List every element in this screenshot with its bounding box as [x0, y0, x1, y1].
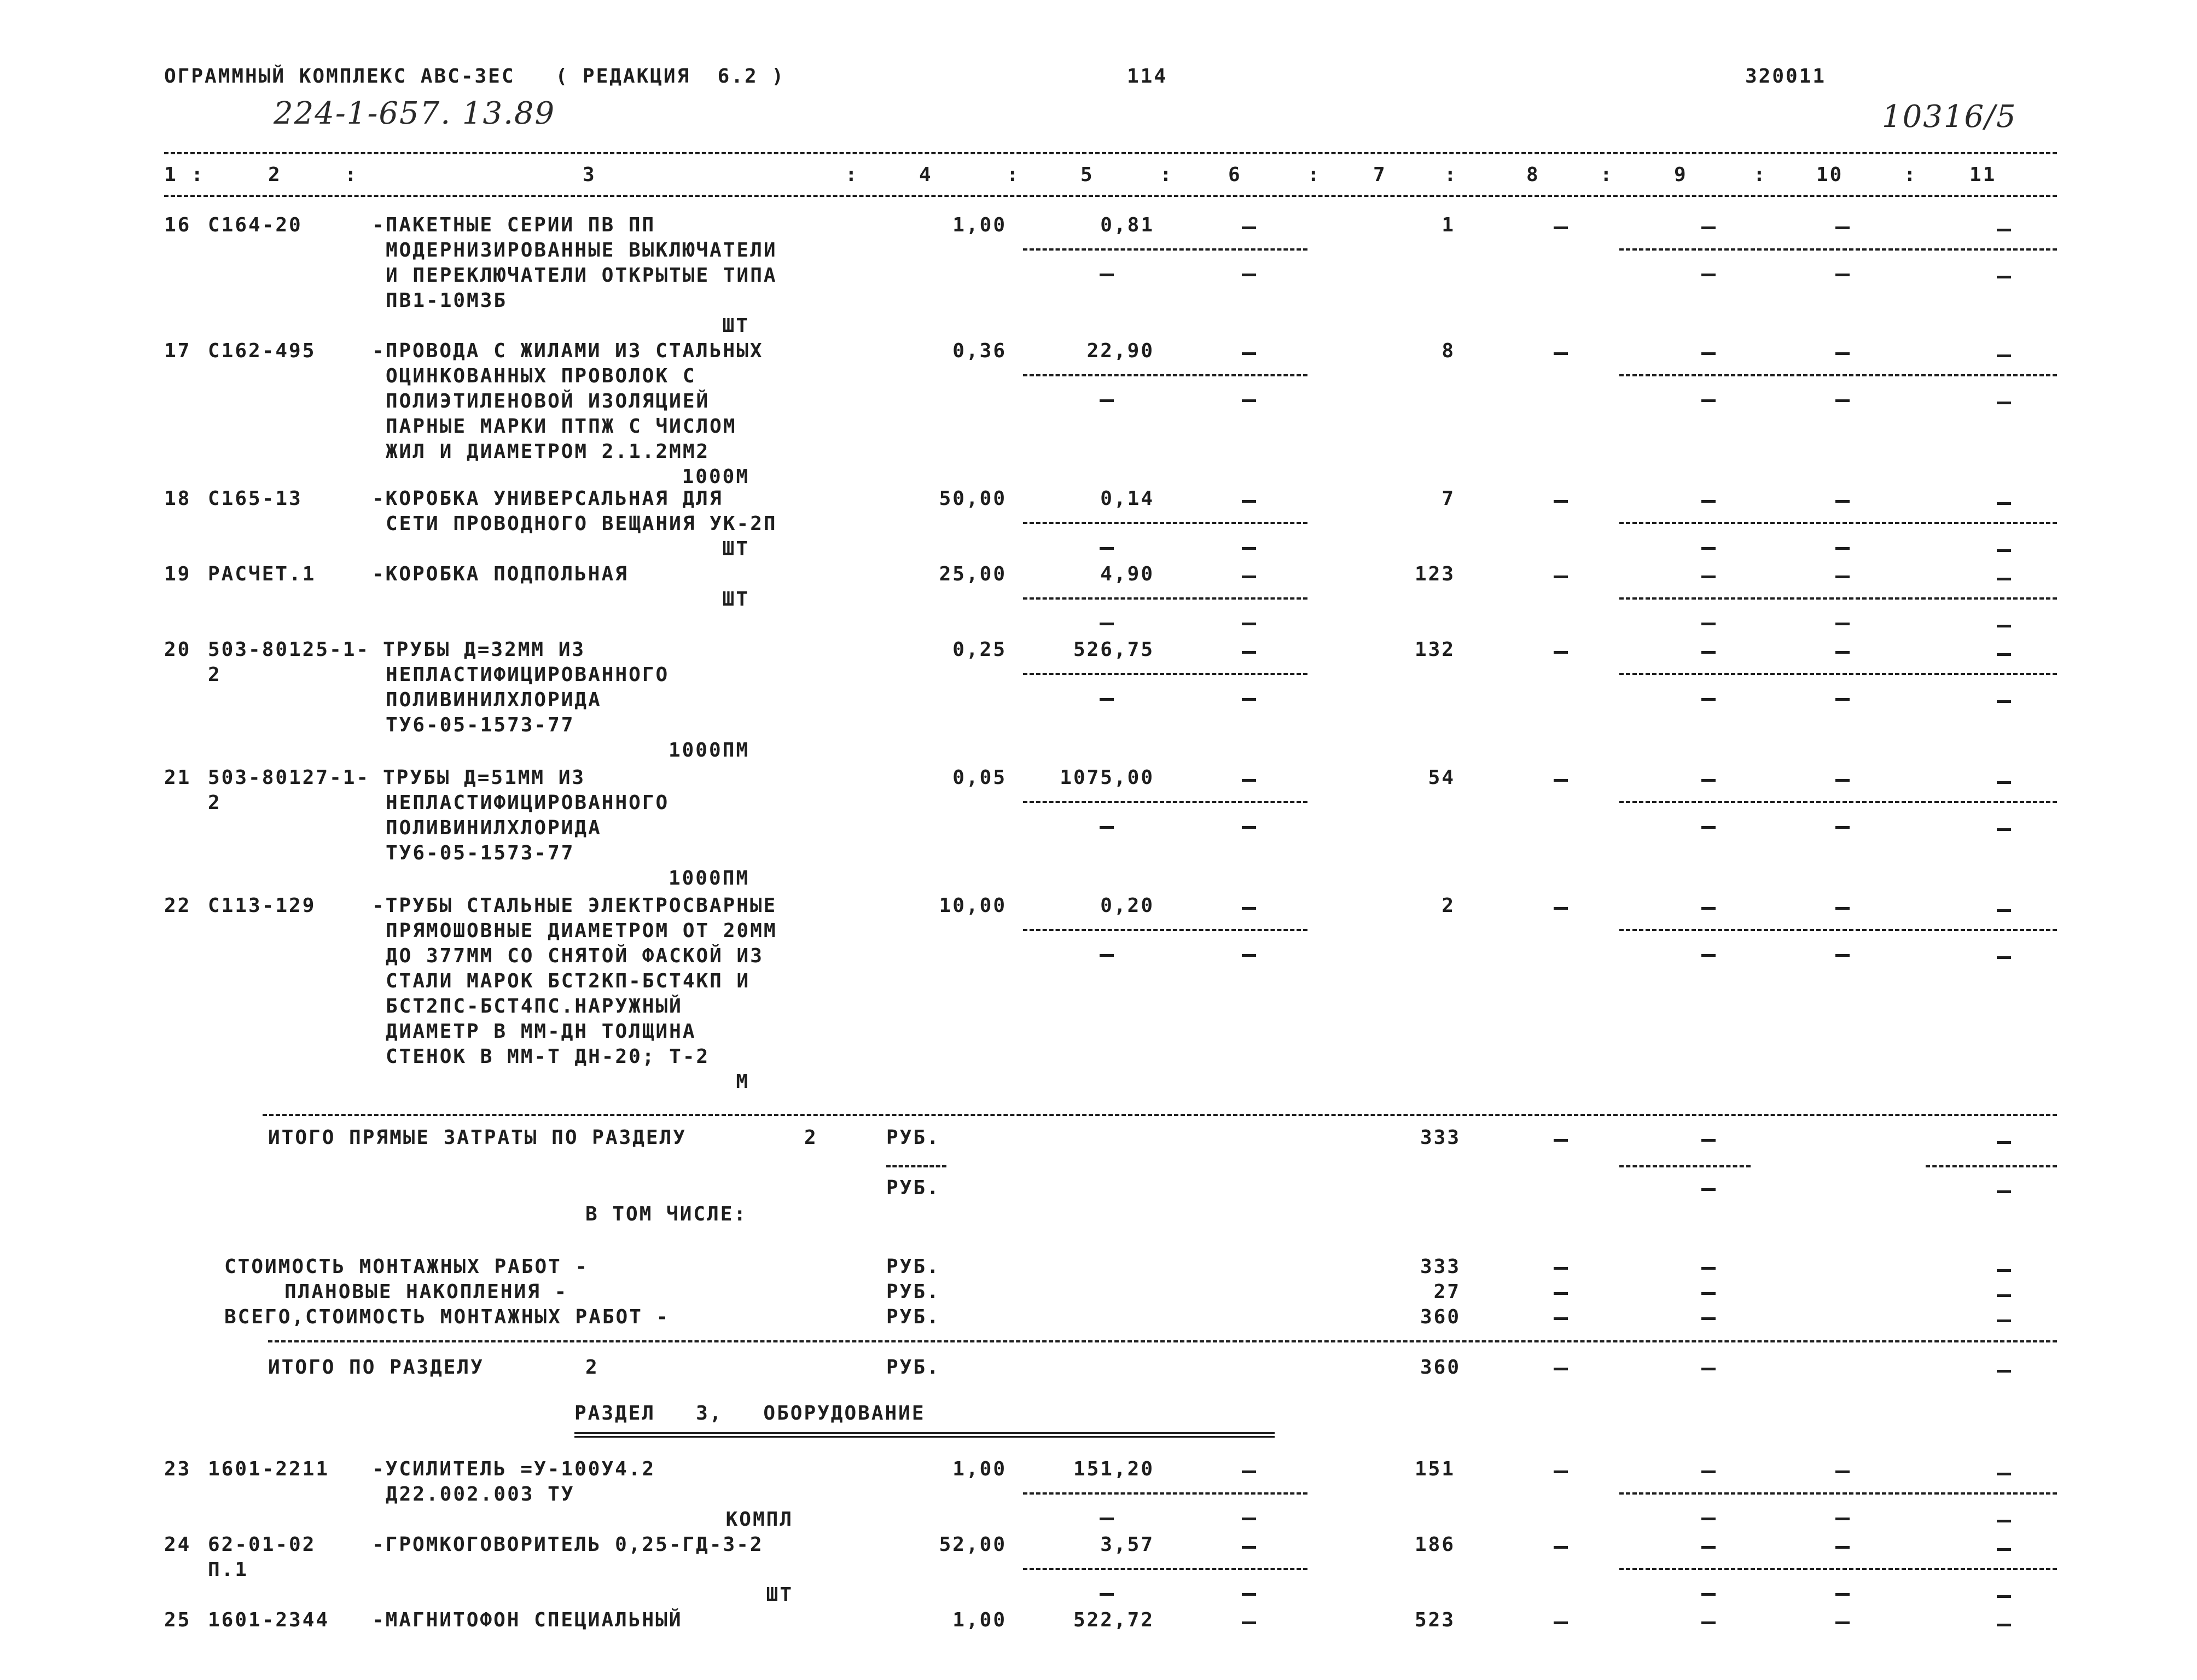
subtotal-rule-price — [1023, 801, 1307, 803]
item-description-line: ТУ6-05-1573-77 — [386, 714, 575, 736]
item-unit: ШТ — [722, 588, 749, 611]
dash-col10 — [1835, 1621, 1850, 1624]
item-unit: 1000М — [682, 466, 749, 488]
dash-col9 — [1701, 1621, 1716, 1624]
dash-total-col9 — [1701, 1368, 1716, 1370]
equipment-code: 1601-2344 — [208, 1609, 330, 1631]
dash-col11 — [1997, 1548, 2011, 1551]
dash-col9-2 — [1701, 274, 1716, 276]
subtotal-rule-price — [1023, 248, 1307, 251]
dash-col9-2 — [1701, 399, 1716, 402]
item-total: 7 — [1442, 487, 1455, 510]
item-description-line: СЕТИ ПРОВОДНОГО ВЕЩАНИЯ УК-2П — [386, 513, 777, 535]
item-unit-price: 0,20 — [1100, 894, 1154, 917]
totals-rule — [263, 1114, 2057, 1116]
item-code: РАСЧЕТ.1 — [208, 563, 316, 585]
equipment-unit: КОМПЛ — [725, 1508, 793, 1531]
equipment-quantity: 1,00 — [952, 1458, 1007, 1480]
equipment-description-line: -ГРОМКОГОВОРИТЕЛЬ 0,25-ГД-3-2 — [372, 1533, 764, 1556]
item-description-line: ПОЛИВИНИЛХЛОРИДА — [386, 689, 602, 711]
dash-col8 — [1554, 500, 1568, 503]
item-code: С165-13 — [208, 487, 303, 510]
dash-col11 — [1997, 229, 2011, 231]
dash-total-col11 — [1997, 1294, 2011, 1297]
column-header-17: : — [1753, 164, 1767, 186]
dash-total-col11 — [1997, 1141, 2011, 1144]
section3-double-rule — [574, 1432, 1275, 1438]
column-header-14: 8 — [1526, 164, 1540, 186]
dash-col8 — [1554, 1470, 1568, 1473]
equipment-code: 62-01-02 — [208, 1533, 316, 1556]
dash-total-col9-2 — [1701, 1188, 1716, 1191]
column-header-9: : — [1160, 164, 1173, 186]
dash-price-2 — [1100, 399, 1114, 402]
total-mounting-total: 360 — [1420, 1306, 1461, 1328]
dash-col11-2 — [1997, 549, 2011, 552]
item-code: С164-20 — [208, 214, 303, 236]
dash-col6-2 — [1242, 547, 1256, 550]
item-quantity: 1,00 — [952, 214, 1007, 236]
item-quantity: 10,00 — [939, 894, 1007, 917]
direct-costs-currency: РУБ. — [886, 1126, 940, 1149]
equipment-unit-price: 151,20 — [1073, 1458, 1154, 1480]
dash-col9 — [1701, 575, 1716, 578]
item-description-line: -ПАКЕТНЫЕ СЕРИИ ПВ ПП — [372, 214, 656, 236]
item-description-line: ПОЛИЭТИЛЕНОВОЙ ИЗОЛЯЦИЕЙ — [386, 390, 710, 412]
dash-price-2 — [1100, 826, 1114, 829]
item-description-line: -ПРОВОДА С ЖИЛАМИ ИЗ СТАЛЬНЫХ — [372, 340, 764, 362]
dash-col11-2 — [1997, 625, 2011, 627]
dash-col10-2 — [1835, 623, 1850, 625]
page-number: 114 — [1127, 65, 1168, 88]
item-total: 2 — [1442, 894, 1455, 917]
item-unit: 1000ПМ — [668, 867, 749, 890]
dash-total-col8 — [1554, 1139, 1568, 1142]
dash-col10-2 — [1835, 1593, 1850, 1596]
dash-col10-2 — [1835, 274, 1850, 276]
item-code: 503-80127-1- — [208, 766, 370, 789]
dash-col10-2 — [1835, 1518, 1850, 1520]
item-description-line: МОДЕРНИЗИРОВАННЫЕ ВЫКЛЮЧАТЕЛИ — [386, 239, 777, 261]
equipment-total: 523 — [1414, 1609, 1455, 1631]
dash-col10-2 — [1835, 954, 1850, 957]
dash-col10-2 — [1835, 547, 1850, 550]
dash-col9-2 — [1701, 954, 1716, 957]
total-mounting-label: ВСЕГО,СТОИМОСТЬ МОНТАЖНЫХ РАБОТ - — [224, 1306, 670, 1328]
subtotal-rule-right — [1619, 1492, 2057, 1495]
dash-total-col8 — [1554, 1267, 1568, 1270]
dash-total-col9 — [1701, 1267, 1716, 1270]
dash-col8 — [1554, 651, 1568, 654]
dash-col8 — [1554, 352, 1568, 355]
item-unit: ШТ — [722, 315, 749, 337]
item-unit-price: 22,90 — [1086, 340, 1154, 362]
item-description-line: И ПЕРЕКЛЮЧАТЕЛИ ОТКРЫТЫЕ ТИПА — [386, 264, 777, 287]
equipment-total: 186 — [1414, 1533, 1455, 1556]
dash-total-col9 — [1701, 1317, 1716, 1320]
dash-col8 — [1554, 575, 1568, 578]
dash-col6 — [1242, 907, 1256, 910]
equipment-code-suffix: П.1 — [208, 1559, 249, 1581]
dash-price-2 — [1100, 1593, 1114, 1596]
document-code: 320011 — [1745, 65, 1827, 88]
dash-col9-2 — [1701, 547, 1716, 550]
item-number: 16 — [164, 214, 191, 236]
dash-col10-2 — [1835, 826, 1850, 829]
subtotal-rule-price — [1023, 673, 1307, 675]
dash-col9 — [1701, 1470, 1716, 1473]
item-code-suffix: 2 — [208, 664, 222, 686]
dash-col6-2 — [1242, 698, 1256, 701]
item-total: 123 — [1414, 563, 1455, 585]
dash-col6-2 — [1242, 1593, 1256, 1596]
item-unit-price: 4,90 — [1100, 563, 1154, 585]
equipment-description-line: -УСИЛИТЕЛЬ =У-100У4.2 — [372, 1458, 656, 1480]
dash-col10-2 — [1835, 399, 1850, 402]
dash-col8 — [1554, 1546, 1568, 1549]
handwritten-reference-right: 10316/5 — [1882, 99, 2017, 135]
header-rule-bottom — [164, 195, 2057, 197]
column-header-1: 1 : — [164, 164, 205, 186]
item-code: 503-80125-1- — [208, 638, 370, 661]
dash-col8 — [1554, 907, 1568, 910]
column-header-11: : — [1307, 164, 1321, 186]
subtotal-rule-right — [1619, 248, 2057, 251]
mounting-cost-currency: РУБ. — [886, 1255, 940, 1278]
dash-col8 — [1554, 1621, 1568, 1624]
dash-col9 — [1701, 779, 1716, 782]
dash-price-2 — [1100, 1518, 1114, 1520]
item-description-line: ПРЯМОШОВНЫЕ ДИАМЕТРОМ ОТ 20ММ — [386, 920, 777, 942]
dash-col6-2 — [1242, 1518, 1256, 1520]
item-total: 8 — [1442, 340, 1455, 362]
subtotal-rule-price — [1023, 522, 1307, 524]
mounting-cost-total: 333 — [1420, 1255, 1461, 1278]
dash-col10 — [1835, 779, 1850, 782]
item-description-line: ТРУБЫ Д=32ММ ИЗ — [383, 638, 586, 661]
dash-col6 — [1242, 1621, 1256, 1624]
column-header-20: 11 — [1969, 164, 1997, 186]
dash-col6 — [1242, 352, 1256, 355]
subtotal-rule-right — [1619, 801, 2057, 803]
subtotal-rule-price — [1023, 374, 1307, 376]
item-unit-price: 0,14 — [1100, 487, 1154, 510]
dash-col8 — [1554, 779, 1568, 782]
item-description-line: ДО 377ММ СО СНЯТОЙ ФАСКОЙ ИЗ — [386, 945, 764, 967]
item-description-line: ОЦИНКОВАННЫХ ПРОВОЛОК С — [386, 365, 696, 387]
item-unit: ШТ — [722, 538, 749, 560]
dash-total-col11 — [1997, 1370, 2011, 1373]
item-description-line: ПОЛИВИНИЛХЛОРИДА — [386, 817, 602, 839]
dash-col9 — [1701, 226, 1716, 229]
column-header-15: : — [1600, 164, 1614, 186]
equipment-number: 25 — [164, 1609, 191, 1631]
dash-total-col8 — [1554, 1368, 1568, 1370]
column-header-5: : — [845, 164, 859, 186]
dash-col11-2 — [1997, 402, 2011, 404]
equipment-unit: ШТ — [766, 1584, 793, 1606]
equipment-number: 24 — [164, 1533, 191, 1556]
item-quantity: 25,00 — [939, 563, 1007, 585]
dash-col11-2 — [1997, 700, 2011, 703]
dash-col9-2 — [1701, 1593, 1716, 1596]
item-number: 22 — [164, 894, 191, 917]
subtotal-rule-right — [1619, 929, 2057, 931]
dash-col11-2 — [1997, 956, 2011, 959]
column-header-6: 4 — [919, 164, 933, 186]
section-total-num: 2 — [585, 1356, 599, 1379]
dash-col9 — [1701, 1546, 1716, 1549]
equipment-number: 23 — [164, 1458, 191, 1480]
equipment-description-line: -МАГНИТОФОН СПЕЦИАЛЬНЫЙ — [372, 1609, 683, 1631]
dash-col11 — [1997, 781, 2011, 784]
subtotal-rule-right — [1619, 597, 2057, 600]
dash-col10 — [1835, 651, 1850, 654]
item-total: 1 — [1442, 214, 1455, 236]
column-header-4: 3 — [583, 164, 596, 186]
dash-total-col11-2 — [1997, 1190, 2011, 1193]
column-header-16: 9 — [1674, 164, 1688, 186]
dash-col10 — [1835, 1470, 1850, 1473]
dash-col6 — [1242, 575, 1256, 578]
item-total: 54 — [1428, 766, 1455, 789]
dash-col6-2 — [1242, 399, 1256, 402]
dash-col10 — [1835, 1546, 1850, 1549]
dash-col6 — [1242, 1470, 1256, 1473]
dash-col6 — [1242, 226, 1256, 229]
dash-col11-2 — [1997, 1520, 2011, 1522]
item-quantity: 0,25 — [952, 638, 1007, 661]
direct-costs-total: 333 — [1420, 1126, 1461, 1149]
totals-rule-col9 — [1619, 1165, 1751, 1167]
dash-total-col8 — [1554, 1292, 1568, 1295]
item-description-line: -КОРОБКА УНИВЕРСАЛЬНАЯ ДЛЯ — [372, 487, 723, 510]
header-rule-top — [164, 152, 2057, 154]
dash-col11-2 — [1997, 1595, 2011, 1598]
dash-col10-2 — [1835, 698, 1850, 701]
column-header-2: 2 — [268, 164, 282, 186]
dash-col6-2 — [1242, 274, 1256, 276]
direct-costs-section: 2 — [804, 1126, 818, 1149]
dash-total-col9 — [1701, 1139, 1716, 1142]
totals-rule-col11 — [1926, 1165, 2057, 1167]
section-total-label: ИТОГО ПО РАЗДЕЛУ — [268, 1356, 484, 1379]
equipment-quantity: 52,00 — [939, 1533, 1007, 1556]
dash-col10 — [1835, 500, 1850, 503]
item-code-suffix: 2 — [208, 792, 222, 814]
section-total-currency: РУБ. — [886, 1356, 940, 1379]
item-description-line: НЕПЛАСТИФИЦИРОВАННОГО — [386, 664, 670, 686]
program-header: ОГРАММНЫЙ КОМПЛЕКС АВС-3ЕС ( РЕДАКЦИЯ 6.2 ) — [164, 65, 785, 88]
including-label: В ТОМ ЧИСЛЕ: — [585, 1203, 748, 1225]
item-description-line: БСТ2ПС-БСТ4ПС.НАРУЖНЫЙ — [386, 995, 683, 1018]
dash-col6 — [1242, 1546, 1256, 1549]
equipment-unit-price: 522,72 — [1073, 1609, 1154, 1631]
item-description-line: СТАЛИ МАРОК БСТ2КП-БСТ4КП И — [386, 970, 751, 992]
dash-col11 — [1997, 653, 2011, 656]
dash-col9 — [1701, 352, 1716, 355]
dash-col9-2 — [1701, 826, 1716, 829]
column-header-12: 7 — [1373, 164, 1387, 186]
dash-col10 — [1835, 575, 1850, 578]
dash-price-2 — [1100, 274, 1114, 276]
dash-col9-2 — [1701, 698, 1716, 701]
equipment-quantity: 1,00 — [952, 1609, 1007, 1631]
dash-col10 — [1835, 226, 1850, 229]
item-total: 132 — [1414, 638, 1455, 661]
subtotal-rule-price — [1023, 1568, 1307, 1570]
item-description-line: -КОРОБКА ПОДПОЛЬНАЯ — [372, 563, 629, 585]
dash-col11-2 — [1997, 276, 2011, 278]
item-description-line: ДИАМЕТР В ММ-ДН ТОЛЩИНА — [386, 1020, 696, 1043]
column-header-8: 5 — [1080, 164, 1094, 186]
dash-col8 — [1554, 226, 1568, 229]
item-code: С162-495 — [208, 340, 316, 362]
dash-col6 — [1242, 500, 1256, 503]
dash-col11 — [1997, 578, 2011, 580]
item-quantity: 0,05 — [952, 766, 1007, 789]
dash-col6-2 — [1242, 826, 1256, 829]
column-header-19: : — [1904, 164, 1917, 186]
dash-price-2 — [1100, 623, 1114, 625]
dash-col10 — [1835, 352, 1850, 355]
item-description-line: ПВ1-10М3Б — [386, 289, 508, 312]
item-description-line: ТУ6-05-1573-77 — [386, 842, 575, 864]
item-number: 17 — [164, 340, 191, 362]
dash-col11-2 — [1997, 828, 2011, 831]
dash-col11 — [1997, 1473, 2011, 1475]
item-unit-price: 1075,00 — [1060, 766, 1154, 789]
subtotal-rule-price — [1023, 597, 1307, 600]
dash-total-col11 — [1997, 1269, 2011, 1272]
dash-col6 — [1242, 651, 1256, 654]
dash-col6-2 — [1242, 954, 1256, 957]
item-number: 21 — [164, 766, 191, 789]
item-number: 20 — [164, 638, 191, 661]
subtotal-rule-price — [1023, 1492, 1307, 1495]
item-unit-price: 526,75 — [1073, 638, 1154, 661]
dash-col9 — [1701, 651, 1716, 654]
direct-costs-label: ИТОГО ПРЯМЫЕ ЗАТРАТЫ ПО РАЗДЕЛУ — [268, 1126, 687, 1149]
item-description-line: -ТРУБЫ СТАЛЬНЫЕ ЭЛЕКТРОСВАРНЫЕ — [372, 894, 777, 917]
dash-col11 — [1997, 354, 2011, 357]
dash-col6 — [1242, 779, 1256, 782]
item-description-line: ЖИЛ И ДИАМЕТРОМ 2.1.2ММ2 — [386, 440, 710, 463]
item-unit-price: 0,81 — [1100, 214, 1154, 236]
handwritten-reference-left: 224-1-657. 13.89 — [274, 96, 556, 131]
direct-costs-currency-2: РУБ. — [886, 1177, 940, 1199]
subtotal-rule-right — [1619, 1568, 2057, 1570]
equipment-unit-price: 3,57 — [1100, 1533, 1154, 1556]
dash-col9-2 — [1701, 623, 1716, 625]
subtotal-rule-price — [1023, 929, 1307, 931]
dash-price-2 — [1100, 547, 1114, 550]
dash-col11 — [1997, 1624, 2011, 1626]
section-total-value: 360 — [1420, 1356, 1461, 1379]
dash-col9 — [1701, 500, 1716, 503]
section-total-rule — [268, 1340, 2057, 1342]
dash-total-col8 — [1554, 1317, 1568, 1320]
equipment-description-line: Д22.002.003 ТУ — [386, 1483, 575, 1505]
item-description-line: НЕПЛАСТИФИЦИРОВАННОГО — [386, 792, 670, 814]
column-header-13: : — [1444, 164, 1458, 186]
item-description-line: СТЕНОК В ММ-Т ДН-20; Т-2 — [386, 1045, 710, 1068]
item-quantity: 50,00 — [939, 487, 1007, 510]
dash-price-2 — [1100, 954, 1114, 957]
item-unit: 1000ПМ — [668, 739, 749, 761]
item-number: 18 — [164, 487, 191, 510]
subtotal-rule-right — [1619, 374, 2057, 376]
subtotal-rule-right — [1619, 522, 2057, 524]
item-description-line: ПАРНЫЕ МАРКИ ПТПЖ С ЧИСЛОМ — [386, 415, 737, 438]
column-header-3: : — [345, 164, 358, 186]
dash-price-2 — [1100, 698, 1114, 701]
item-code: С113-129 — [208, 894, 316, 917]
item-quantity: 0,36 — [952, 340, 1007, 362]
planned-savings-currency: РУБ. — [886, 1281, 940, 1303]
item-description-line: ТРУБЫ Д=51ММ ИЗ — [383, 766, 586, 789]
planned-savings-total: 27 — [1433, 1281, 1461, 1303]
mounting-cost-label: СТОИМОСТЬ МОНТАЖНЫХ РАБОТ - — [224, 1255, 589, 1278]
dash-col6-2 — [1242, 623, 1256, 625]
column-header-10: 6 — [1228, 164, 1242, 186]
dash-col9-2 — [1701, 1518, 1716, 1520]
dash-total-col9 — [1701, 1292, 1716, 1295]
total-mounting-currency: РУБ. — [886, 1306, 940, 1328]
subtotal-rule-right — [1619, 673, 2057, 675]
item-unit: М — [736, 1071, 749, 1093]
section3-title: РАЗДЕЛ 3, ОБОРУДОВАНИЕ — [574, 1402, 926, 1425]
column-header-7: : — [1007, 164, 1020, 186]
dash-col11 — [1997, 909, 2011, 912]
column-header-18: 10 — [1816, 164, 1844, 186]
equipment-total: 151 — [1414, 1458, 1455, 1480]
dash-total-col11 — [1997, 1319, 2011, 1322]
currency-underline — [886, 1165, 946, 1167]
dash-col9 — [1701, 907, 1716, 910]
planned-savings-label: ПЛАНОВЫЕ НАКОПЛЕНИЯ - — [284, 1281, 568, 1303]
dash-col10 — [1835, 907, 1850, 910]
dash-col11 — [1997, 502, 2011, 505]
equipment-code: 1601-2211 — [208, 1458, 330, 1480]
item-number: 19 — [164, 563, 191, 585]
